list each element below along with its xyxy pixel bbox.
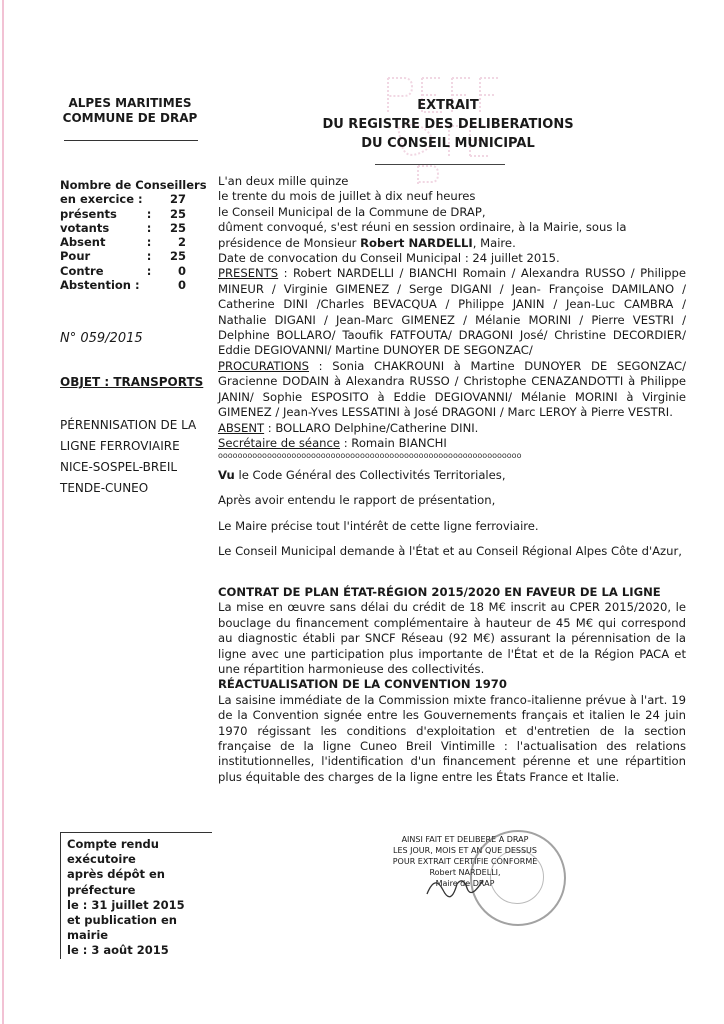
- region-name: ALPES MARITIMES: [68, 96, 192, 110]
- subject-line: NICE-SOSPEL-BREIL: [60, 460, 178, 474]
- count-row: Contre : 0: [60, 263, 186, 278]
- publication-notice: [60, 832, 212, 959]
- subject-line: LIGNE FERROVIAIRE: [60, 439, 180, 453]
- secretaire-line: Secrétaire de séance : Romain BIANCHI: [218, 435, 447, 450]
- document-title: [298, 96, 598, 153]
- intro-line: le Conseil Municipal de la Commune de DRAP,: [218, 204, 486, 219]
- objet-heading: OBJET : TRANSPORTS: [60, 375, 204, 389]
- demands-sections: [218, 585, 686, 785]
- council-counts: [60, 178, 207, 293]
- apres-line: Après avoir entendu le rapport de présentation,: [218, 493, 496, 508]
- region-header: [60, 96, 200, 126]
- intro-line: dûment convoqué, s'est réuni en session ordinaire, à la Mairie, sous la: [218, 220, 627, 235]
- notice-line: et publication en mairie: [67, 913, 177, 943]
- demande-line: Le Conseil Municipal demande à l'État et au Conseil Régional Alpes Côte d'Azur,: [218, 544, 682, 559]
- title-underline: [375, 164, 505, 165]
- count-row: Abstention : 0: [60, 278, 186, 293]
- count-row: Absent : 2: [60, 235, 186, 250]
- signature-line: Maire de DRAP: [435, 879, 495, 888]
- count-row: Pour : 25: [60, 249, 186, 264]
- absent-line: ABSENT : BOLLARO Delphine/Catherine DINI.: [218, 420, 479, 435]
- section-text: La mise en œuvre sans délai du crédit de 18 M€ inscrit au CPER 2015/2020, le bouclage du financement complémentaire à hauteur de 45 M€ qui correspond au diagnostic établi par SNCF Réseau (92 M€) assurant la pérennisation de la ligne avec une participation plus importante de l'État et de la Région PACA et une répartition harmonieuse des collectivités.: [218, 600, 686, 677]
- commune-name: COMMUNE DE DRAP: [62, 111, 198, 125]
- considerants: [218, 468, 686, 560]
- mairie-seal-inner: [490, 850, 544, 904]
- notice-line: après dépôt en préfecture: [67, 867, 165, 897]
- page-edge-line: [2, 0, 4, 1024]
- notice-line: Compte rendu exécutoire: [67, 837, 159, 867]
- title-extrait: EXTRAIT: [417, 98, 479, 113]
- intro-line: le trente du mois de juillet à dix neuf heures: [218, 189, 476, 204]
- presidence-line: présidence de Monsieur Robert NARDELLI, Maire.: [218, 235, 516, 250]
- notice-line: le : 3 août 2015: [67, 943, 169, 958]
- title-registre: DU REGISTRE DES DELIBERATIONS: [322, 117, 574, 132]
- section-heading: RÉACTUALISATION DE LA CONVENTION 1970: [218, 677, 507, 692]
- presents-paragraph: PRESENTS : Robert NARDELLI / BIANCHI Romain / Alexandra RUSSO / Philippe MINEUR / Virginie GIMENEZ / Serge DIGANI / Jean- Françoise DAMILANO / Catherine DINI /Charles BEVACQUA / Philippe JANIN / Jean-Luc CAMBRA / Nathalie DIGANI / Jean-Marc GIMENEZ / Mélanie MORINI / Pierre VESTRI / Delphine BOLLARO/ Taoufik FATFOUTA/ DRAGONI José/ Christine DECORDIER/ Eddie DEGIOVANNI/ Martine DUNOYER DE SEGONZAC/: [218, 266, 686, 358]
- session-intro: [218, 174, 686, 451]
- subject-line: PÉRENNISATION DE LA: [60, 418, 197, 432]
- mayor-name: Robert NARDELLI: [360, 235, 473, 250]
- intro-line: L'an deux mille quinze: [218, 174, 349, 188]
- section-text: La saisine immédiate de la Commission mixte franco-italienne prévue à l'art. 19 de la Convention signée entre les Gouvernements français et italien le 24 juin 1970 régissant les conditions d'exploitation et d'entretien de la section française de la ligne Cuneo Breil Vintimille : l'actualisation des relations institutionnelles, l'identification d'un financement pérenne et une répartition plus équitable des charges de la ligne entre les États France et Italie.: [218, 692, 686, 784]
- deliberation-number: N° 059/2015: [60, 331, 143, 346]
- section-heading: CONTRAT DE PLAN ÉTAT-RÉGION 2015/2020 EN FAVEUR DE LA LIGNE: [218, 585, 661, 599]
- signature-line: POUR EXTRAIT CERTIFIE CONFORME: [392, 857, 538, 866]
- separator-dots: oooooooooooooooooooooooooooooooooooooooooooooooooooooooooooooo: [218, 451, 522, 460]
- header-divider: [64, 140, 198, 141]
- maire-line: Le Maire précise tout l'intérêt de cette ligne ferroviaire.: [218, 518, 539, 533]
- notice-line: le : 31 juillet 2015: [67, 897, 185, 912]
- vu-line: Vu le Code Général des Collectivités Territoriales,: [218, 468, 506, 482]
- signature-line: AINSI FAIT ET DELIBERE A DRAP: [401, 835, 529, 844]
- subject-line: TENDE-CUNEO: [60, 481, 149, 495]
- count-row: présents : 25: [60, 206, 186, 221]
- count-row: Nombre de Conseillers: [60, 178, 207, 192]
- subject-title: [60, 415, 200, 499]
- count-row: votants : 25: [60, 220, 186, 235]
- handwritten-signature: [425, 872, 485, 902]
- count-row: en exercice : 27: [60, 192, 186, 207]
- signature-line: LES JOUR, MOIS ET AN QUE DESSUS: [392, 846, 537, 855]
- signature-line: Robert NARDELLI,: [429, 868, 501, 877]
- title-conseil: DU CONSEIL MUNICIPAL: [361, 136, 535, 151]
- procurations-paragraph: PROCURATIONS : Sonia CHAKROUNI à Martine DUNOYER DE SEGONZAC/ Gracienne DODAIN à Alexandra RUSSO / Christophe CENAZANDOTTI à Philippe JANIN/ Sophie ESPOSITO à Eddie DEGIOVANNI/ Mélanie MORINI à Virginie GIMENEZ / Jean-Yves LESSATINI à José DRAGONI / Marc LEROY à Pierre VESTRI.: [218, 358, 686, 420]
- convocation-date: Date de convocation du Conseil Municipal : 24 juillet 2015.: [218, 251, 560, 266]
